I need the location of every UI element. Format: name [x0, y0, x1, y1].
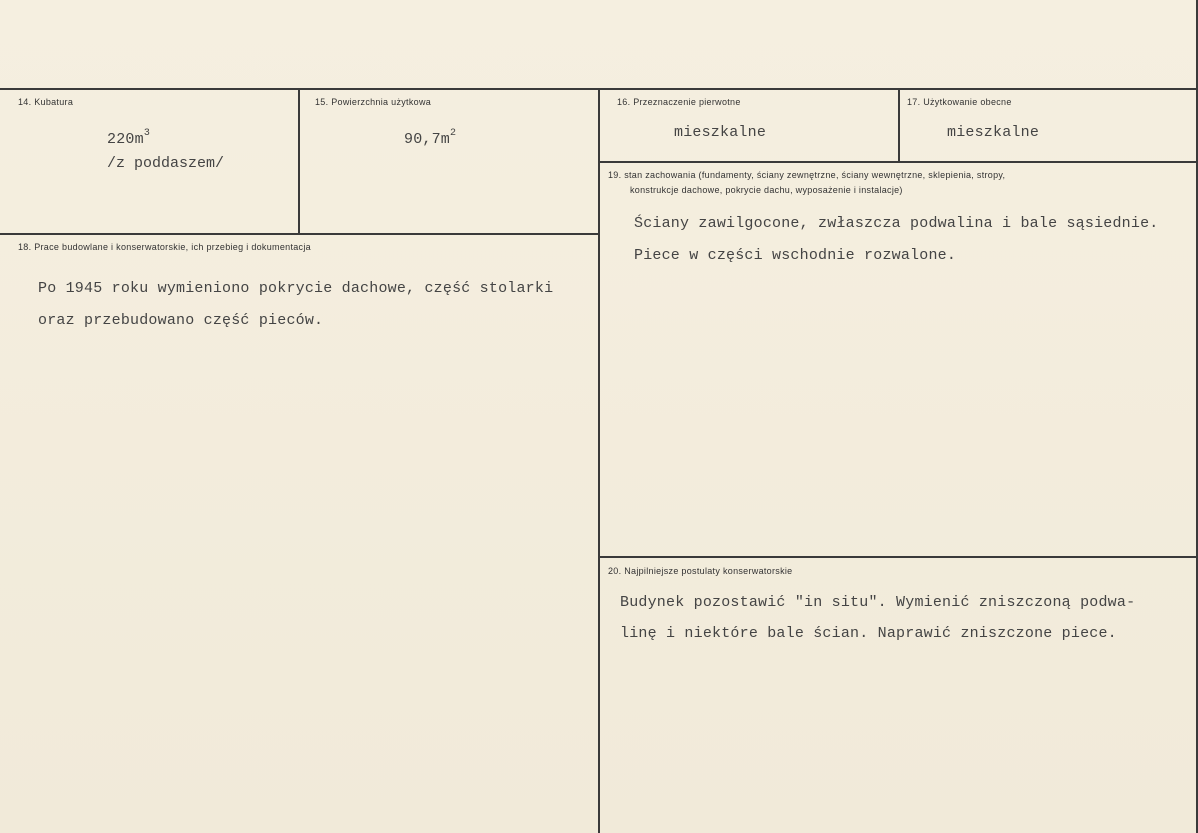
- field-14-label: 14. Kubatura: [18, 97, 74, 107]
- field-14-value-line2: /z poddaszem/: [107, 155, 225, 172]
- field-17-value: mieszkalne: [947, 124, 1040, 141]
- field-15-label: 15. Powierzchnia użytkowa: [315, 97, 432, 107]
- field-14-value-base: 220m: [107, 131, 144, 148]
- field-16-value: mieszkalne: [674, 124, 767, 141]
- field-19-label-line-2: konstrukcje dachowe, pokrycie dachu, wyposażenie i instalacje): [630, 185, 903, 195]
- center-divider: [598, 90, 600, 833]
- field-16-label: 16. Przeznaczenie pierwotne: [617, 97, 741, 107]
- field-20-line-2: linę i niektóre bale ścian. Naprawić zniszczone piece.: [620, 625, 1117, 642]
- field-18-label: 18. Prace budowlane i konserwatorskie, ich przebieg i dokumentacja: [18, 242, 311, 252]
- field-14-value-sup: 3: [143, 128, 151, 139]
- field-20-label: 20. Najpilniejsze postulaty konserwatorskie: [608, 566, 793, 576]
- field-18-line-2: oraz przebudowano część pieców.: [38, 312, 324, 329]
- field-18-line-1: Po 1945 roku wymieniono pokrycie dachowe, część stolarki: [38, 280, 554, 297]
- field-14-value: [107, 130, 150, 148]
- field-15-value: [404, 130, 456, 148]
- field-17-label: 17. Użytkowanie obecne: [907, 97, 1012, 107]
- divider-row1-left: [0, 233, 598, 235]
- field-15-value-base: 90,7m: [404, 131, 451, 148]
- field-19-line-1: Ściany zawilgocone, zwłaszcza podwalina i bale sąsiednie.: [634, 215, 1159, 232]
- divider-row1-right: [600, 161, 1198, 163]
- field-19-label-line-1: 19. stan zachowania (fundamenty, ściany zewnętrzne, ściany wewnętrzne, sklepienia, stropy,: [608, 170, 1006, 180]
- field-15-value-sup: 2: [450, 128, 457, 139]
- field-19-line-2: Piece w części wschodnie rozwalone.: [634, 247, 957, 264]
- divider-16-17: [898, 90, 900, 162]
- divider-19-20: [600, 556, 1198, 558]
- divider-14-15: [298, 90, 300, 234]
- field-20-line-1: Budynek pozostawić "in situ". Wymienić zniszczoną podwa-: [620, 594, 1136, 611]
